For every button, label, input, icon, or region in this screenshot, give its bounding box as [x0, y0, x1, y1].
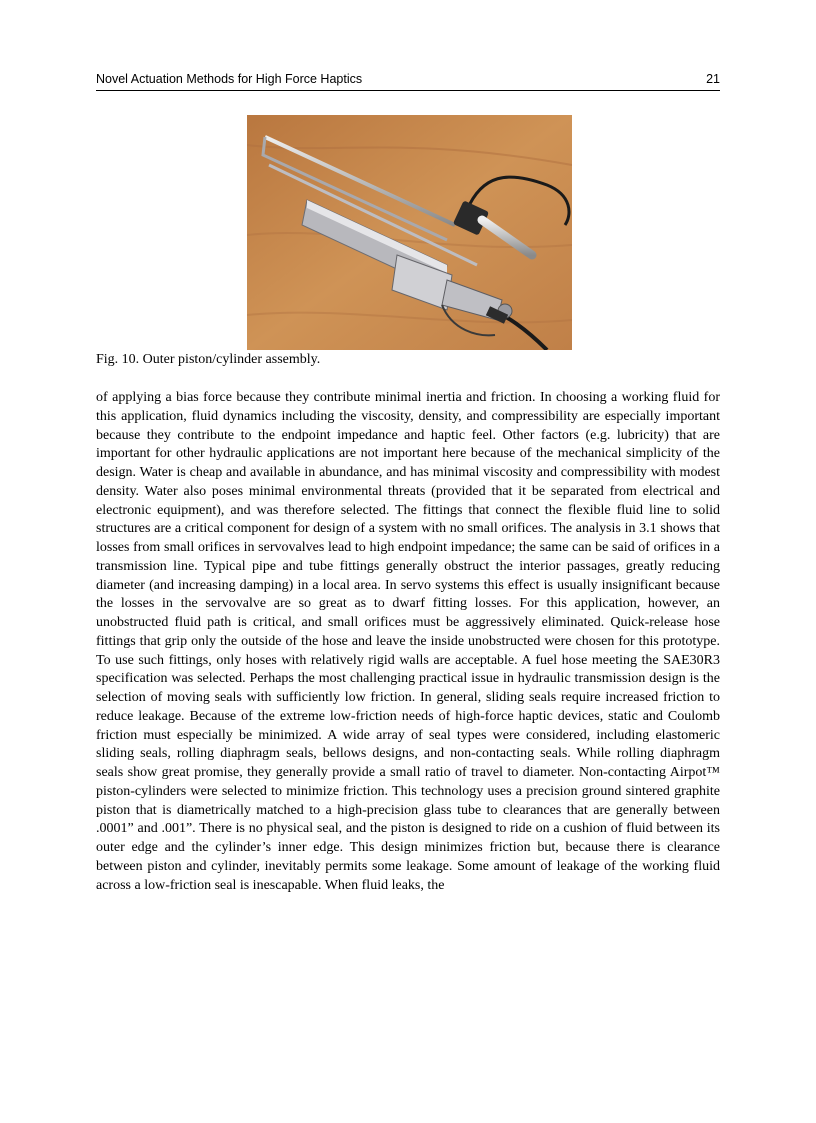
- running-header: [96, 70, 720, 91]
- running-title: Novel Actuation Methods for High Force Haptics: [96, 72, 363, 86]
- piston-cylinder-photo: [247, 115, 572, 350]
- body-paragraph: of applying a bias force because they contribute minimal inertia and friction. In choosing a working fluid for this application, fluid dynamics including the viscosity, density, and compressibility are especially important because they contribute to the endpoint impedance and haptic feel. Other factors (e.g. lubricity) that are important for other hydraulic applications are not important here because of the mechanical simplicity of the design. Water is cheap and available in abundance, and has minimal viscosity and compressibility with modest density. Water also poses minimal environmental threats (provided that it be separated from electrical and electronic equipment), and was therefore selected. The fittings that connect the flexible fluid line to solid structures are a critical component for design of a system with no small orifices. The analysis in 3.1 shows that losses from small orifices in servovalves lead to high endpoint impedance; the same can be said of orifices in a transmission line. Typical pipe and tube fittings generally obstruct the interior passages, greatly reducing diameter (and increasing damping) in a local area. In servo systems this effect is usually insignificant because the losses in the servovalve are so great as to dwarf fitting losses. For this application, however, an unobstructed fluid path is critical, and small orifices must be aggressively eliminated. Quick-release hose fittings that grip only the outside of the hose and leave the inside unobstructed were chosen for this prototype. To use such fittings, only hoses with relatively rigid walls are acceptable. A fuel hose meeting the SAE30R3 specification was selected. Perhaps the most challenging practical issue in hydraulic transmission design is the selection of moving seals with sufficiently low friction. In general, sliding seals require increased friction to reduce leakage. Because of the extreme low-friction needs of high-force haptic devices, static and Coulomb friction must especially be minimized. A wide array of seal types were considered, including elastomeric sliding seals, rolling diaphragm seals, bellows designs, and non-contacting seals. While rolling diaphragm seals show great promise, they generally provide a small ratio of travel to diameter. Non-contacting Airpot™ piston-cylinders were selected to minimize friction. This technology uses a precision ground sintered graphite piston that is diametrically matched to a high-precision glass tube to clearances that are generally between .0001” and .001”. There is no physical seal, and the piston is designed to ride on a cushion of fluid between its outer edge and the cylinder’s inner edge. This design minimizes friction but, because there is clearance between piston and cylinder, inevitably permits some leakage. Some amount of leakage of the working fluid across a low-friction seal is inescapable. When fluid leaks, the: [96, 390, 720, 893]
- figure-caption: Fig. 10. Outer piston/cylinder assembly.: [96, 352, 321, 367]
- figure-photo: [247, 115, 572, 350]
- page-number: 21: [706, 72, 720, 86]
